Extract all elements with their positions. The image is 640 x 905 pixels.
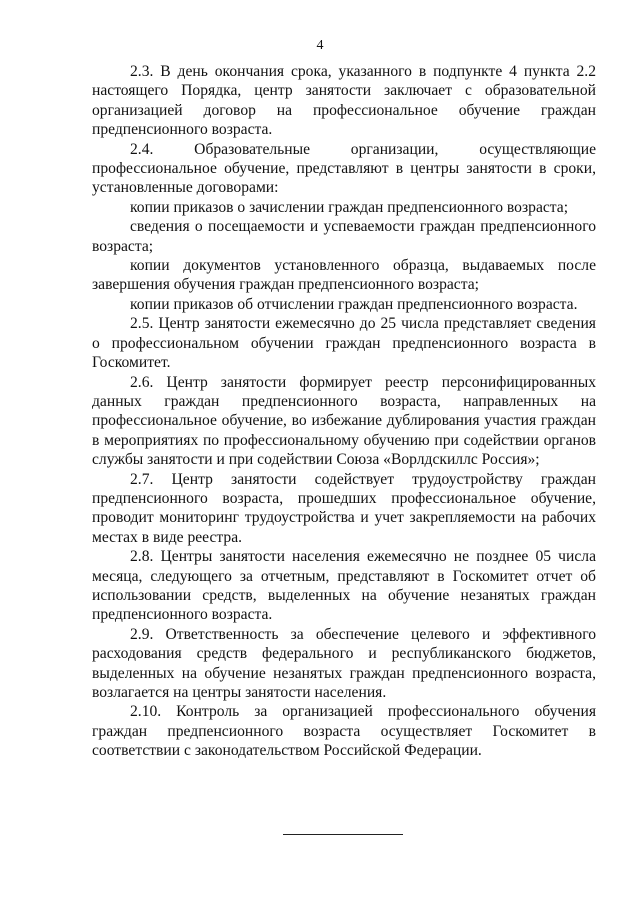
- list-item-certificate-copies: копии документов установленного образца, выдаваемых после завершения обучения граждан предпенсионного возраста;: [92, 257, 596, 294]
- paragraph-2-5: 2.5. Центр занятости ежемесячно до 25 числа представляет сведения о профессиональном обучении граждан предпенсионного возраста в Госкомитет.: [92, 315, 596, 372]
- end-of-document-rule: [283, 834, 403, 835]
- document-body: [92, 62, 596, 761]
- paragraph-2-8: 2.8. Центры занятости населения ежемесячно не позднее 05 числа месяца, следующего за отчетным, представляют в Госкомитет отчет об использовании средств, выделенных на обучение незанятых граждан предпенсионного возраста.: [92, 548, 596, 624]
- list-item-enrollment-orders: копии приказов о зачислении граждан предпенсионного возраста;: [130, 198, 569, 216]
- paragraph-2-4: 2.4. Образовательные организации, осуществляющие профессиональное обучение, представляют в центры занятости в сроки, установленные договорами:: [92, 140, 596, 197]
- list-item-attendance-info: сведения о посещаемости и успеваемости граждан предпенсионного возраста;: [92, 218, 596, 255]
- page-number: 4: [316, 38, 324, 53]
- paragraph-2-7: 2.7. Центр занятости содействует трудоустройству граждан предпенсионного возраста, прошедших профессиональное обучение, проводит мониторинг трудоустройства и учет закрепляемости на рабочих местах в виде реестра.: [92, 470, 596, 546]
- list-item-expulsion-orders: копии приказов об отчислении граждан предпенсионного возраста.: [130, 295, 578, 313]
- paragraph-2-9: 2.9. Ответственность за обеспечение целевого и эффективного расходования средств федерального и республиканского бюджетов, выделенных на обучение незанятых граждан предпенсионного возраста, возлагается на центры занятости населения.: [92, 625, 596, 701]
- paragraph-2-6: 2.6. Центр занятости формирует реестр персонифицированных данных граждан предпенсионного возраста, направленных на профессиональное обучение, во избежание дублирования участия граждан в мероприятиях по профессиональному обучению при содействии органов службы занятости и при содействии Союза «Ворлдскиллс Россия»;: [92, 373, 596, 469]
- paragraph-2-3: 2.3. В день окончания срока, указанного в подпункте 4 пункта 2.2 настоящего Порядка, центр занятости заключает с образовательной организацией договор на профессиональное обучение граждан предпенсионного возраста.: [92, 63, 596, 139]
- paragraph-2-10: 2.10. Контроль за организацией профессионального обучения граждан предпенсионного возраста осуществляет Госкомитет в соответствии с законодательством Российской Федерации.: [92, 703, 596, 760]
